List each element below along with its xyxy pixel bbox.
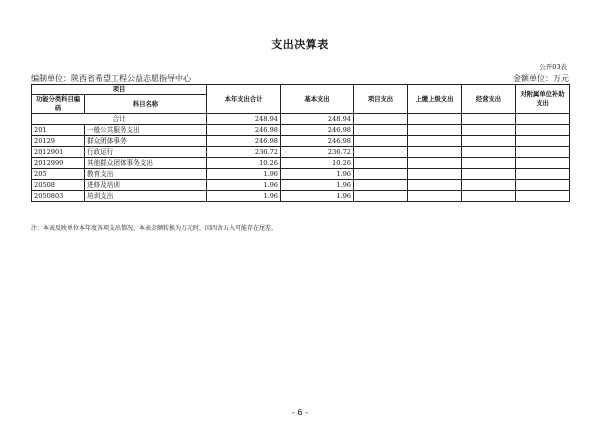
name-cell: 群众团体事务 <box>85 136 207 147</box>
name-header: 科目名称 <box>85 95 207 114</box>
value-cell <box>408 125 462 136</box>
value-cell: 246.98 <box>207 125 281 136</box>
value-cell <box>354 147 408 158</box>
table-row <box>32 169 570 180</box>
table-row <box>32 180 570 191</box>
page-number: - 6 - <box>292 408 308 417</box>
value-cell <box>516 191 570 202</box>
value-cell: 1.96 <box>281 191 354 202</box>
value-cell <box>408 191 462 202</box>
table-row <box>32 136 570 147</box>
value-cell: 10.26 <box>207 158 281 169</box>
total-cell <box>462 114 516 125</box>
value-cell: 246.98 <box>281 125 354 136</box>
col-header-project: 项目支出 <box>354 85 408 114</box>
value-cell <box>408 169 462 180</box>
code-cell: 205 <box>32 169 85 180</box>
value-cell <box>462 169 516 180</box>
code-cell: 20129 <box>32 136 85 147</box>
value-cell: 10.26 <box>281 158 354 169</box>
value-cell <box>354 158 408 169</box>
total-cell: 248.94 <box>281 114 354 125</box>
col-header-total: 本年支出合计 <box>207 85 281 114</box>
value-cell <box>354 136 408 147</box>
footnote: 注：本表反映单位本年度各项支出情况。本表金额转换为万元时，因四舍五入可能存在尾差。 <box>31 225 278 232</box>
value-cell <box>408 180 462 191</box>
total-cell <box>516 114 570 125</box>
value-cell <box>462 147 516 158</box>
col-header-basic: 基本支出 <box>281 85 354 114</box>
total-label: 合计 <box>32 114 207 125</box>
total-cell: 248.94 <box>207 114 281 125</box>
total-cell <box>408 114 462 125</box>
table-row <box>32 125 570 136</box>
value-cell: 1.96 <box>207 191 281 202</box>
value-cell: 246.98 <box>281 136 354 147</box>
name-cell: 教育支出 <box>85 169 207 180</box>
col-header-upper: 上缴上级支出 <box>408 85 462 114</box>
code-cell: 2012999 <box>32 158 85 169</box>
value-cell <box>462 136 516 147</box>
value-cell <box>516 147 570 158</box>
value-cell: 1.96 <box>207 180 281 191</box>
value-cell <box>462 191 516 202</box>
value-cell <box>516 169 570 180</box>
col-header-business: 经营支出 <box>462 85 516 114</box>
value-cell: 1.96 <box>281 169 354 180</box>
table-row <box>32 147 570 158</box>
code-cell: 20508 <box>32 180 85 191</box>
code-cell: 201 <box>32 125 85 136</box>
code-cell: 2012901 <box>32 147 85 158</box>
table-row <box>32 191 570 202</box>
form-number: 公开03表 <box>539 63 567 71</box>
name-cell: 一般公共服务支出 <box>85 125 207 136</box>
name-cell: 行政运行 <box>85 147 207 158</box>
value-cell <box>408 136 462 147</box>
value-cell <box>354 191 408 202</box>
value-cell <box>462 125 516 136</box>
name-cell: 进修及培训 <box>85 180 207 191</box>
page-title: 支出决算表 <box>271 38 329 51</box>
value-cell <box>516 158 570 169</box>
code-header: 功能分类科目编码 <box>32 95 85 114</box>
total-row <box>32 114 570 125</box>
expenditure-table <box>31 84 570 202</box>
value-cell <box>354 125 408 136</box>
col-header-subsidy: 对附属单位补助支出 <box>516 85 570 114</box>
total-cell <box>354 114 408 125</box>
project-header: 项目 <box>32 85 207 95</box>
code-cell: 2050803 <box>32 191 85 202</box>
value-cell <box>408 147 462 158</box>
value-cell: 236.72 <box>281 147 354 158</box>
value-cell: 1.96 <box>281 180 354 191</box>
value-cell <box>354 180 408 191</box>
compiling-unit: 编制单位：陕西省希望工程公益志愿指导中心 <box>31 74 191 83</box>
name-cell: 培训支出 <box>85 191 207 202</box>
value-cell <box>354 169 408 180</box>
value-cell: 236.72 <box>207 147 281 158</box>
value-cell <box>462 180 516 191</box>
value-cell: 246.98 <box>207 136 281 147</box>
value-cell <box>516 180 570 191</box>
value-cell <box>408 158 462 169</box>
name-cell: 其他群众团体事务支出 <box>85 158 207 169</box>
value-cell <box>516 125 570 136</box>
table-row <box>32 158 570 169</box>
value-cell <box>516 136 570 147</box>
value-cell <box>462 158 516 169</box>
value-cell: 1.96 <box>207 169 281 180</box>
money-unit: 金额单位：万元 <box>513 74 569 83</box>
